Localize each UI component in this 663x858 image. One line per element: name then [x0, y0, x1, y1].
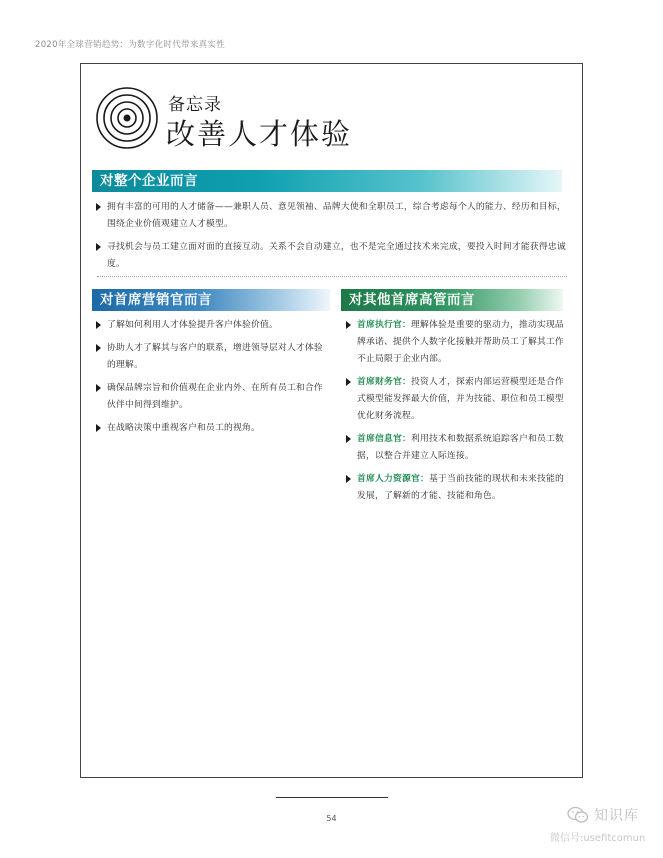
list-item-text: 投资人才，探索内部运营模型还是合作式模型能发挥最大价值，并为技能、职位和员工模型优化财务流程。 — [357, 377, 564, 421]
role-label-cio: 首席信息官： — [357, 434, 411, 444]
list-item — [95, 317, 330, 334]
watermark-name: 知识库 — [594, 808, 639, 824]
list-item-text: 拥有丰富的可用的人才储备——兼职人员、意见领袖、品牌大使和全职员工，综合考虑每个人的能力、经历和目标，围绕企业价值观建立人才模型。 — [107, 202, 566, 229]
list-item-text: 基于当前技能的现状和未来技能的发展，了解新的才能、技能和角色。 — [357, 474, 564, 501]
list-item — [345, 431, 570, 465]
list-item — [95, 239, 570, 273]
triangle-bullet-icon — [96, 384, 101, 392]
triangle-bullet-icon — [346, 321, 351, 329]
triangle-bullet-icon — [346, 435, 351, 443]
section-heading-enterprise: 对整个企业而言 — [92, 170, 562, 192]
list-item-text: 确保品牌宗旨和价值观在企业内外、在所有员工和合作伙伴中间得到维护。 — [107, 383, 323, 410]
list-item-text: 利用技术和数据系统追踪客户和员工数据，以整合并建立人际连接。 — [357, 434, 564, 461]
list-item-text: 协助人才了解其与客户的联系，增进领导层对人才体验的理解。 — [107, 343, 323, 370]
role-label-cfo: 首席财务官： — [357, 377, 411, 387]
watermark-subtitle: 微信号:usefitcomun — [550, 833, 646, 844]
footer-rule — [276, 797, 388, 798]
role-label-ceo: 首席执行官： — [357, 320, 411, 330]
list-item-text: 寻找机会与员工建立面对面的直接互动。关系不会自动建立，也不是完全通过技术来完成，要投入时间才能获得忠诚度。 — [107, 242, 566, 269]
list-item — [95, 420, 330, 437]
triangle-bullet-icon — [96, 321, 101, 329]
cmo-bullet-list — [95, 317, 330, 443]
list-item-text: 了解如何利用人才体验提升客户体验价值。 — [107, 320, 278, 330]
list-item — [95, 340, 330, 374]
list-item — [345, 317, 570, 368]
triangle-bullet-icon — [346, 378, 351, 386]
triangle-bullet-icon — [346, 475, 351, 483]
list-item — [345, 374, 570, 425]
list-item-text: 在战略决策中重视客户和员工的视角。 — [107, 423, 260, 433]
enterprise-bullet-list — [95, 199, 570, 279]
section-divider — [97, 276, 567, 277]
list-item — [95, 199, 570, 233]
memo-title: 改善人才体验 — [166, 117, 353, 151]
list-item — [95, 380, 330, 414]
triangle-bullet-icon — [96, 243, 101, 251]
section-heading-csuite: 对其他首席高管而言 — [341, 289, 563, 311]
role-label-chro: 首席人力资源官： — [357, 474, 429, 484]
wechat-icon — [567, 806, 589, 824]
triangle-bullet-icon — [96, 424, 101, 432]
list-item-text: 理解体验是重要的驱动力，推动实现品牌承诺、提供个人数字化接触并帮助员工了解其工作不止局限于企业内部。 — [357, 320, 564, 364]
section-heading-cmo: 对首席营销官而言 — [92, 289, 330, 311]
watermark — [567, 805, 639, 825]
triangle-bullet-icon — [96, 344, 101, 352]
csuite-bullet-list — [345, 317, 570, 511]
page-number: 54 — [326, 814, 337, 823]
memo-kicker: 备忘录 — [168, 95, 222, 115]
triangle-bullet-icon — [96, 203, 101, 211]
list-item — [345, 471, 570, 505]
running-header: 2020年全球营销趋势：为数字化时代带来真实性 — [35, 40, 226, 50]
concentric-target-icon — [95, 86, 159, 150]
